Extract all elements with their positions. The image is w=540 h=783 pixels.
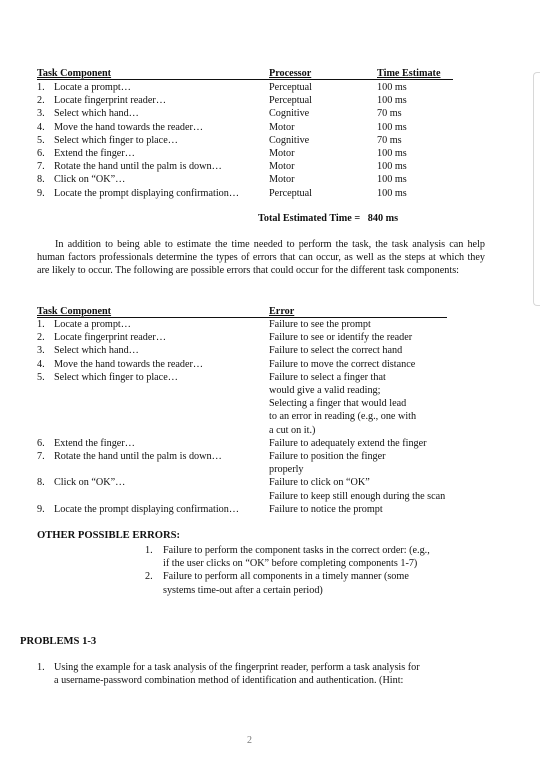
row-number: 6. — [37, 148, 45, 159]
table1-row — [0, 173, 540, 186]
table1-row — [0, 94, 540, 107]
row-number: 1. — [37, 82, 45, 93]
row-number: 5. — [37, 371, 45, 383]
total-estimated-time — [258, 213, 398, 224]
row-number: 7. — [37, 161, 45, 173]
time-estimate: 100 ms — [377, 161, 407, 173]
other-errors-heading: OTHER POSSIBLE ERRORS: — [37, 530, 181, 541]
table1-row — [0, 147, 540, 160]
table1-row — [0, 187, 540, 200]
other-error-text: systems time-out after a certain period) — [163, 584, 323, 596]
row-number: 1. — [37, 319, 45, 330]
problem-number: 1. — [37, 662, 45, 673]
time-estimate: 100 ms — [377, 95, 407, 107]
table1-row — [0, 160, 540, 173]
processor-type: Perceptual — [269, 187, 312, 199]
error-description: Failure to notice the prompt — [269, 503, 383, 515]
table1-row — [0, 107, 540, 120]
problems-heading: PROBLEMS 1-3 — [20, 636, 97, 647]
row-number: 4. — [37, 358, 45, 370]
processor-type: Cognitive — [269, 108, 310, 120]
row-number: 9. — [37, 187, 45, 199]
paragraph-text: In addition to being able to estimate the time needed to perform the task, the task analysis can help human factors professionals determine the types of errors that can occur, as well as the steps at which they are likely to occur. The following are possible errors that could occur for the different task components: — [37, 239, 485, 277]
error-description: Failure to adequately extend the finger — [269, 437, 427, 449]
row-number: 3. — [37, 108, 45, 120]
table1-row — [0, 81, 540, 94]
table1-header-time: Time Estimate — [377, 68, 441, 79]
time-estimate: 100 ms — [377, 174, 407, 186]
task-component: Click on “OK”… — [54, 477, 126, 489]
error-description: a cut on it.) — [269, 424, 316, 436]
error-description: would give a valid reading; — [269, 384, 381, 396]
table2-header-task: Task Component — [37, 306, 112, 317]
other-error-text: Failure to perform the component tasks in the correct order: (e.g., — [163, 545, 430, 556]
time-estimate: 100 ms — [377, 187, 407, 199]
task-component: Move the hand towards the reader… — [54, 121, 204, 133]
error-description: Failure to position the finger — [269, 451, 386, 462]
row-number: 7. — [37, 451, 45, 462]
time-estimate: 70 ms — [377, 108, 402, 120]
problem-text: a username-password combination method of identification and authentication. (Hint: — [54, 675, 404, 687]
row-number: 9. — [37, 503, 45, 515]
other-error-number: 1. — [145, 545, 153, 556]
task-component: Click on “OK”… — [54, 174, 126, 186]
table1-header-task: Task Component — [37, 68, 112, 79]
task-component: Locate fingerprint reader… — [54, 332, 167, 344]
table1-row — [0, 121, 540, 134]
task-component: Locate the prompt displaying confirmation… — [54, 503, 240, 515]
task-component: Select which hand… — [54, 108, 139, 120]
task-component: Select which hand… — [54, 345, 139, 357]
row-number: 6. — [37, 437, 45, 449]
task-component: Locate a prompt… — [54, 82, 131, 93]
row-number: 3. — [37, 345, 45, 357]
problem-text: Using the example for a task analysis of the fingerprint reader, perform a task analysis for — [54, 662, 420, 673]
page-number: 2 — [247, 735, 252, 746]
error-description: Failure to see or identify the reader — [269, 332, 413, 344]
row-number: 8. — [37, 174, 45, 186]
time-estimate: 100 ms — [377, 82, 407, 93]
table1-header-rule — [37, 79, 453, 80]
task-component: Locate fingerprint reader… — [54, 95, 167, 107]
other-error-text: Failure to perform all components in a timely manner (some — [163, 571, 409, 583]
row-number: 2. — [37, 332, 45, 344]
task-component: Select which finger to place… — [54, 371, 178, 383]
processor-type: Motor — [269, 121, 295, 133]
error-description: Failure to keep still enough during the scan — [269, 490, 446, 502]
row-number: 8. — [37, 477, 45, 489]
task-component: Move the hand towards the reader… — [54, 358, 204, 370]
error-description: Failure to select the correct hand — [269, 345, 403, 357]
total-value: 840 ms — [367, 213, 399, 224]
total-label: Total Estimated Time = — [258, 213, 361, 224]
error-description: to an error in reading (e.g., one with — [269, 411, 417, 423]
intro-paragraph — [37, 238, 485, 278]
row-number: 2. — [37, 95, 45, 107]
table1-header-processor: Processor — [269, 68, 312, 79]
error-description: Failure to see the prompt — [269, 319, 371, 330]
table2-header-error: Error — [269, 306, 295, 317]
task-component: Locate a prompt… — [54, 319, 131, 330]
processor-type: Cognitive — [269, 134, 310, 146]
error-description: Failure to select a finger that — [269, 371, 386, 383]
row-number: 4. — [37, 121, 45, 133]
error-description: properly — [269, 464, 304, 476]
processor-type: Motor — [269, 161, 295, 173]
task-component: Extend the finger… — [54, 437, 135, 449]
time-estimate: 100 ms — [377, 148, 407, 159]
task-component: Rotate the hand until the palm is down… — [54, 161, 222, 173]
task-component: Select which finger to place… — [54, 134, 178, 146]
error-description: Selecting a finger that would lead — [269, 398, 407, 410]
processor-type: Motor — [269, 148, 295, 159]
time-estimate: 100 ms — [377, 121, 407, 133]
row-number: 5. — [37, 134, 45, 146]
error-description: Failure to click on “OK” — [269, 477, 370, 489]
processor-type: Perceptual — [269, 82, 312, 93]
processor-type: Motor — [269, 174, 295, 186]
time-estimate: 70 ms — [377, 134, 402, 146]
processor-type: Perceptual — [269, 95, 312, 107]
task-component: Rotate the hand until the palm is down… — [54, 451, 222, 462]
task-component: Locate the prompt displaying confirmation… — [54, 187, 240, 199]
other-error-number: 2. — [145, 571, 153, 583]
error-description: Failure to move the correct distance — [269, 358, 416, 370]
task-component: Extend the finger… — [54, 148, 135, 159]
table1-row — [0, 134, 540, 147]
other-error-text: if the user clicks on “OK” before completing components 1-7) — [163, 558, 418, 570]
